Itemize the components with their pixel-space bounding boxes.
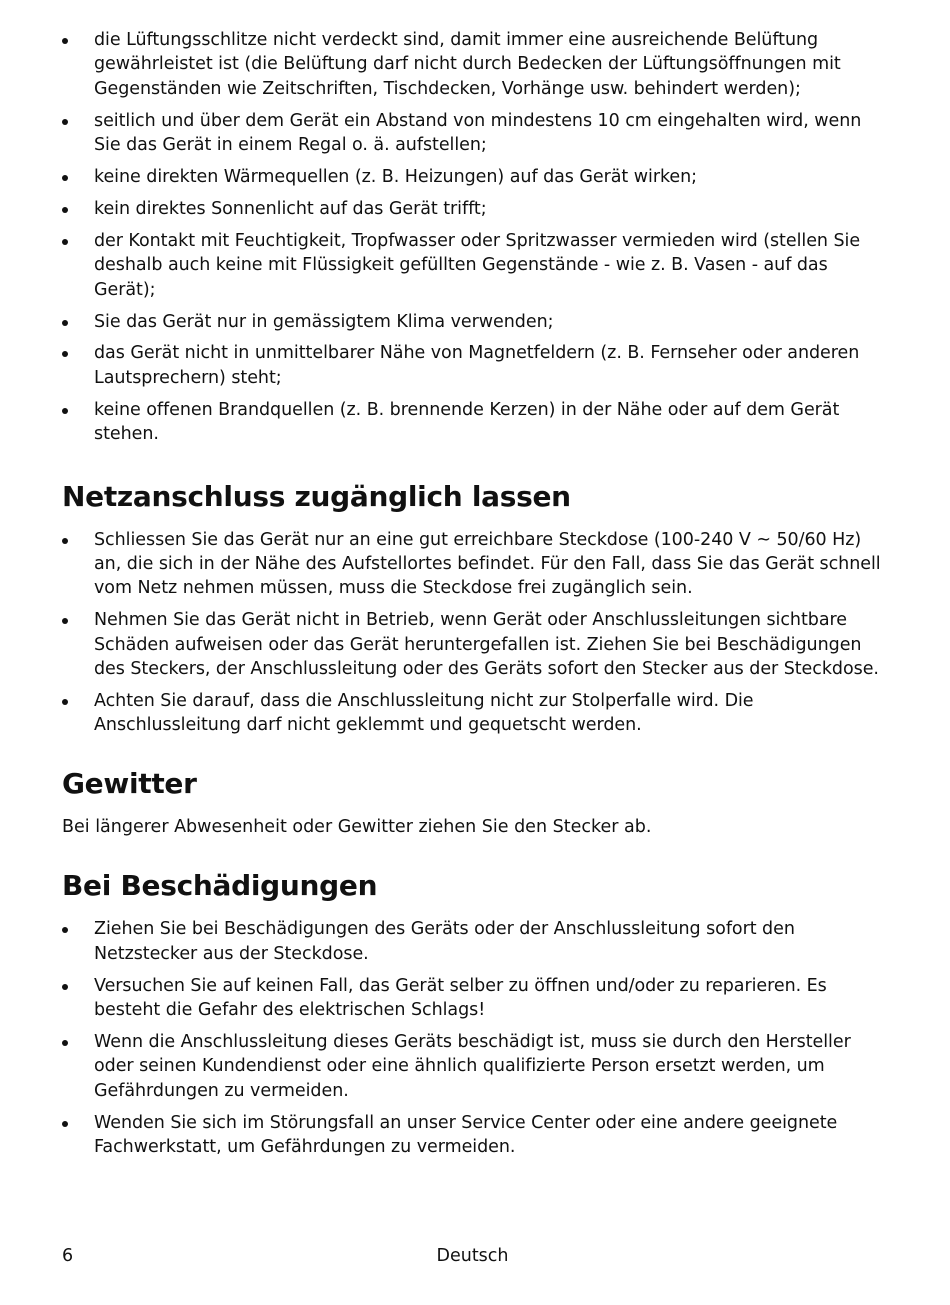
list-item (62, 28, 890, 101)
bullet-icon (62, 351, 68, 357)
list-item-text: keine offenen Brandquellen (z. B. brennende Kerzen) in der Nähe oder auf dem Gerät stehen. (94, 399, 840, 445)
list-item (62, 1030, 890, 1103)
bullet-icon (62, 38, 68, 44)
document-page (62, 28, 890, 1167)
list-item-text: das Gerät nicht in unmittelbarer Nähe von Magnetfeldern (z. B. Fernseher oder anderen Lautsprechern) steht; (94, 343, 860, 388)
heading-beschaedigungen: Bei Beschädigungen (62, 869, 378, 903)
bullet-icon (62, 927, 68, 933)
list-item-text: Schliessen Sie das Gerät nur an eine gut erreichbare Steckdose (100-240 V ~ 50/60 Hz) an, die sich in der Nähe des Aufstellortes befindet. Für den Fall, dass Sie das Gerät schnell vom Netz nehmen müssen, muss die Steckdose frei zugänglich sein. (94, 529, 881, 599)
list-item (62, 1111, 890, 1160)
list-item (62, 608, 890, 681)
list-item (62, 310, 890, 334)
list-item (62, 398, 890, 447)
gewitter-text: Bei längerer Abwesenheit oder Gewitter ziehen Sie den Stecker ab. (62, 816, 652, 837)
list-item-text: kein direktes Sonnenlicht auf das Gerät trifft; (94, 198, 487, 219)
list-item (62, 229, 890, 302)
list-item-text: die Lüftungsschlitze nicht verdeckt sind, damit immer eine ausreichende Belüftung gewährleistet ist (die Belüftung darf nicht durch Bedecken der Lüftungsöffnungen mit Gegenständen wie Zeitschriften, Tischdecken, Vorhänge usw. behindert werden); (94, 30, 841, 99)
heading-gewitter: Gewitter (62, 766, 197, 800)
list-item (62, 974, 890, 1023)
bullet-icon (62, 175, 68, 181)
bullet-icon (62, 1040, 68, 1046)
netzanschluss-list (62, 528, 890, 738)
list-item-text: Nehmen Sie das Gerät nicht in Betrieb, wenn Gerät oder Anschlussleitungen sichtbare Schäden aufweisen oder das Gerät heruntergefallen ist. Ziehen Sie bei Beschädigungen des Steckers, der Anschlussleitung oder des Geräts sofort den Stecker aus der Steckdose. (94, 610, 879, 680)
heading-netzanschluss: Netzanschluss zugänglich lassen (62, 479, 571, 513)
footer-language: Deutsch (436, 1246, 509, 1266)
bullet-icon (62, 239, 68, 245)
list-item (62, 528, 890, 601)
list-item-text: Wenden Sie sich im Störungsfall an unser Service Center oder eine andere geeignete Fachwerkstatt, um Gefährdungen zu vermeiden. (94, 1112, 838, 1157)
list-item (62, 165, 890, 189)
intro-list (62, 28, 890, 447)
list-item-text: keine direkten Wärmequellen (z. B. Heizungen) auf das Gerät wirken; (94, 167, 698, 188)
page-number: 6 (62, 1246, 74, 1266)
list-item-text: der Kontakt mit Feuchtigkeit, Tropfwasser oder Spritzwasser vermieden wird (stellen Sie deshalb auch keine mit Flüssigkeit gefüllten Gegenstände - wie z. B. Vasen - auf das Gerät); (94, 230, 861, 300)
bullet-icon (62, 538, 68, 544)
list-item (62, 341, 890, 390)
list-item-text: Versuchen Sie auf keinen Fall, das Gerät selber zu öffnen und/oder zu reparieren. Es besteht die Gefahr des elektrischen Schlags! (94, 975, 827, 1020)
list-item (62, 689, 890, 738)
list-item-text: Achten Sie darauf, dass die Anschlussleitung nicht zur Stolperfalle wird. Die Anschlussleitung darf nicht geklemmt und gequetscht werden. (94, 691, 754, 736)
list-item-text: Sie das Gerät nur in gemässigtem Klima verwenden; (94, 311, 554, 332)
bullet-icon (62, 320, 68, 326)
beschaedigungen-list (62, 917, 890, 1159)
bullet-icon (62, 408, 68, 414)
bullet-icon (62, 984, 68, 990)
bullet-icon (62, 119, 68, 125)
bullet-icon (62, 207, 68, 213)
list-item (62, 917, 890, 966)
bullet-icon (62, 1121, 68, 1127)
list-item-text: Ziehen Sie bei Beschädigungen des Geräts oder der Anschlussleitung sofort den Netzstecker aus der Steckdose. (94, 919, 795, 964)
list-item-text: seitlich und über dem Gerät ein Abstand von mindestens 10 cm eingehalten wird, wenn Sie das Gerät in einem Regal o. ä. aufstellen; (94, 110, 862, 156)
list-item-text: Wenn die Anschlussleitung dieses Geräts beschädigt ist, muss sie durch den Hersteller oder seinen Kundendienst oder eine ähnlich qualifizierte Person ersetzt werden, um Gefährdungen zu vermeiden. (94, 1031, 851, 1101)
bullet-icon (62, 618, 68, 624)
list-item (62, 109, 890, 158)
bullet-icon (62, 699, 68, 705)
list-item (62, 197, 890, 221)
